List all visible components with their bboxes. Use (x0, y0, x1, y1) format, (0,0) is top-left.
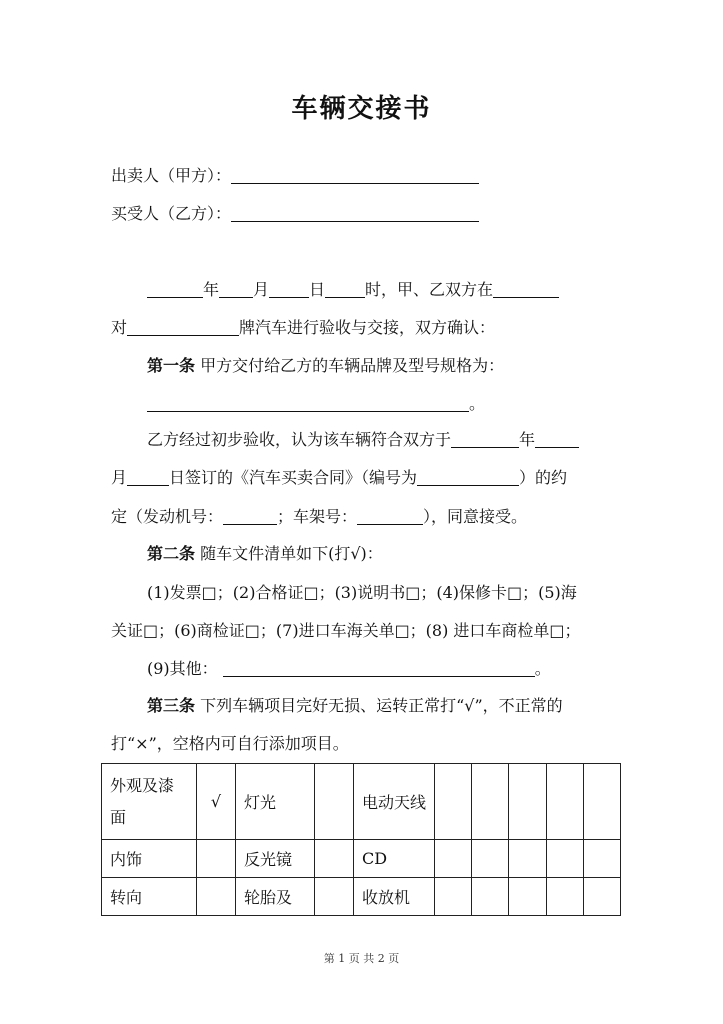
day-blank[interactable] (269, 281, 309, 298)
year-label: 年 (203, 280, 220, 299)
check-cell[interactable] (583, 840, 620, 878)
place-blank[interactable] (493, 281, 559, 298)
buyer-label: 买受人（乙方）： (111, 204, 232, 223)
table-cell: 收放机 (354, 878, 435, 916)
contract-year-blank[interactable] (451, 431, 519, 448)
inspect-line-3 (111, 507, 527, 527)
check-cell[interactable] (197, 878, 236, 916)
intro-line-2 (111, 318, 495, 338)
inspect-text-3: ）的约 (519, 468, 568, 487)
table-row (102, 764, 621, 840)
article-1-blank-line (147, 394, 485, 414)
article-2-label: 第二条 (147, 544, 196, 563)
article-1-label: 第一条 (147, 356, 196, 375)
table-cell: 转向 (102, 878, 197, 916)
table-cell: 电动天线 (354, 764, 435, 840)
buyer-blank[interactable] (231, 205, 479, 222)
documents-line-1: (1)发票□；(2)合格证□；(3)说明书□；(4)保修卡□；(5)海 (147, 583, 577, 602)
article-1 (147, 356, 504, 376)
brand-blank[interactable] (127, 319, 239, 336)
table-cell[interactable] (472, 764, 509, 840)
hour-label: 时，甲、乙双方在 (365, 280, 494, 299)
table-cell: 轮胎及 (236, 878, 315, 916)
table-cell: CD (354, 840, 435, 878)
check-cell[interactable] (315, 840, 354, 878)
other-label: (9)其他： (147, 659, 218, 678)
contract-year-label: 年 (519, 430, 536, 449)
table-cell[interactable] (546, 840, 583, 878)
inspect-line-1 (147, 430, 579, 450)
article-1-text: 甲方交付给乙方的车辆品牌及型号规格为： (200, 356, 505, 375)
inspect-text-2: 日签订的《汽车买卖合同》（编号为 (169, 468, 418, 487)
seller-blank[interactable] (231, 167, 479, 184)
check-cell[interactable] (435, 878, 472, 916)
check-cell[interactable] (509, 764, 546, 840)
table-row (102, 878, 621, 916)
model-blank[interactable] (147, 395, 469, 412)
table-cell: 反光镜 (236, 840, 315, 878)
engine-no-blank[interactable] (223, 508, 277, 525)
check-cell[interactable] (583, 878, 620, 916)
check-cell[interactable] (315, 878, 354, 916)
contract-number-blank[interactable] (417, 469, 519, 486)
article-1-end: 。 (469, 394, 486, 413)
check-cell[interactable] (509, 840, 546, 878)
check-cell[interactable] (435, 840, 472, 878)
contract-day-blank[interactable] (127, 469, 169, 486)
article-3-text: 下列车辆项目完好无损、运转正常打“√”，不正常的 (200, 696, 563, 715)
article-3-label: 第三条 (147, 696, 196, 715)
month-label: 月 (253, 280, 270, 299)
hour-blank[interactable] (325, 281, 365, 298)
table-cell: 灯光 (236, 764, 315, 840)
brand-label: 牌汽车进行验收与交接，双方确认： (239, 318, 496, 337)
frame-no-label: ；车架号： (277, 507, 358, 526)
inspect-text-end: ），同意接受。 (423, 507, 528, 526)
day-label: 日 (309, 280, 326, 299)
article-3-line-2: 打“×”，空格内可自行添加项目。 (111, 734, 349, 753)
table-cell[interactable] (546, 764, 583, 840)
documents-line-2: 关证□；(6)商检证□；(7)进口车海关单□；(8) 进口车商检单□； (111, 621, 581, 640)
check-cell[interactable] (583, 764, 620, 840)
inspection-table (101, 763, 621, 916)
inspect-text-1: 乙方经过初步验收，认为该车辆符合双方于 (147, 430, 452, 449)
inspect-line-2 (111, 468, 567, 488)
article-3 (147, 696, 563, 716)
contract-month-blank-1[interactable] (535, 431, 579, 448)
table-row (102, 840, 621, 878)
page-footer: 第 1 页 共 2 页 (323, 952, 400, 965)
table-cell[interactable] (472, 840, 509, 878)
frame-no-blank[interactable] (357, 508, 423, 525)
table-cell: 内饰 (102, 840, 197, 878)
article-2-text: 随车文件清单如下(打√)： (200, 544, 383, 563)
dui-label: 对 (111, 318, 128, 337)
seller-line (111, 166, 479, 186)
check-cell[interactable] (315, 764, 354, 840)
contract-month-label: 月 (111, 468, 128, 487)
check-cell[interactable] (197, 840, 236, 878)
intro-line-1 (147, 280, 559, 300)
table-cell[interactable] (472, 878, 509, 916)
check-cell[interactable] (509, 878, 546, 916)
year-blank[interactable] (147, 281, 203, 298)
seller-label: 出卖人（甲方）： (111, 166, 232, 185)
other-blank[interactable] (223, 660, 535, 677)
buyer-line (111, 204, 479, 224)
article-2 (147, 544, 383, 564)
check-cell[interactable] (435, 764, 472, 840)
table-cell[interactable] (546, 878, 583, 916)
table-cell: 外观及漆 面 (102, 764, 197, 840)
document-title: 车辆交接书 (291, 94, 432, 124)
other-end: 。 (534, 659, 551, 678)
check-cell[interactable]: √ (197, 764, 236, 840)
documents-line-3 (147, 659, 551, 679)
engine-no-label: 定（发动机号： (111, 507, 224, 526)
month-blank[interactable] (219, 281, 253, 298)
